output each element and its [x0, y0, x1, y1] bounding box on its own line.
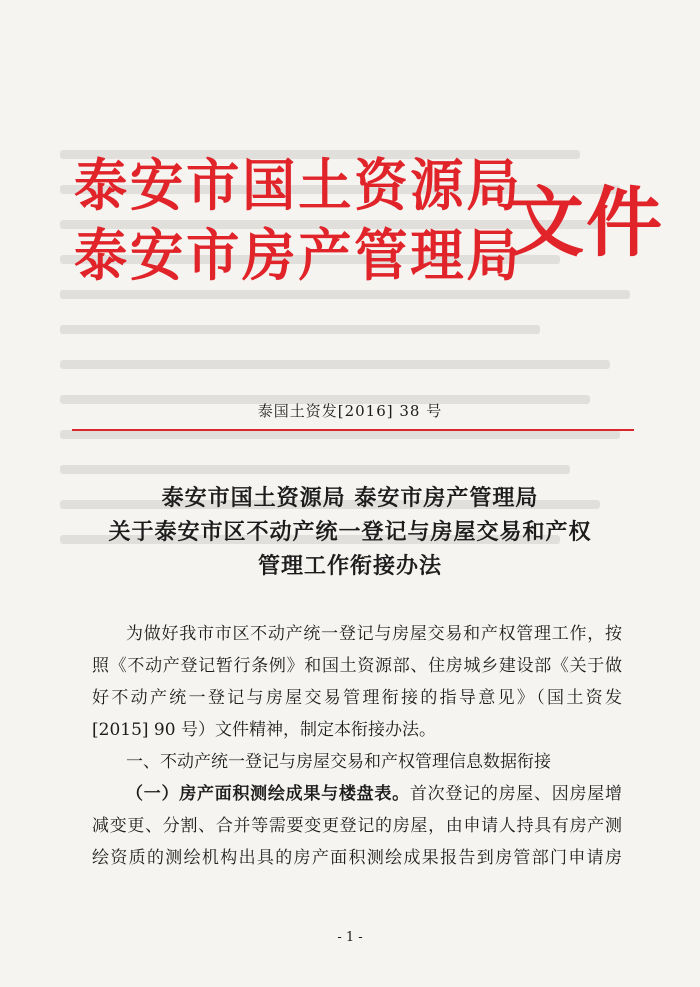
body-text-run: 首次登记的房屋、因房屋增 — [409, 784, 623, 804]
title-line-1: 泰安市国土资源局 泰安市房产管理局 — [161, 486, 539, 511]
subsection-heading: （一）房产面积测绘成果与楼盘表。 — [126, 784, 410, 804]
body-line: [2015] 90 号）文件精神，制定本衔接办法。 — [92, 720, 436, 740]
document-number: 泰国土资发[2016] 38 号 — [257, 402, 443, 420]
body-line: 绘资质的测绘机构出具的房产面积测绘成果报告到房管部门申请房 — [92, 848, 622, 868]
body-line: 好不动产统一登记与房屋交易管理衔接的指导意见》（国土资发 — [92, 688, 622, 708]
red-divider-line — [72, 429, 634, 431]
issuer-name-housing-bureau: 泰安市房产管理局 — [74, 223, 523, 289]
body-line: 照《不动产登记暂行条例》和国土资源部、住房城乡建设部《关于做 — [92, 656, 622, 676]
body-line: 为做好我市市区不动产统一登记与房屋交易和产权管理工作，按 — [126, 624, 622, 644]
page-number: - 1 - — [337, 930, 363, 945]
title-line-3: 管理工作衔接办法 — [257, 554, 442, 579]
subsection-line — [92, 778, 622, 810]
section-heading: 一、不动产统一登记与房屋交易和产权管理信息数据衔接 — [126, 752, 551, 772]
title-line-2: 关于泰安市区不动产统一登记与房屋交易和产权 — [108, 520, 592, 545]
document-type-label: 文件 — [508, 178, 664, 267]
issuer-name-land-bureau: 泰安市国土资源局 — [74, 153, 523, 219]
document-body — [92, 618, 622, 874]
body-line: 减变更、分割、合并等需要变更登记的房屋，由申请人持具有房产测 — [92, 816, 622, 836]
